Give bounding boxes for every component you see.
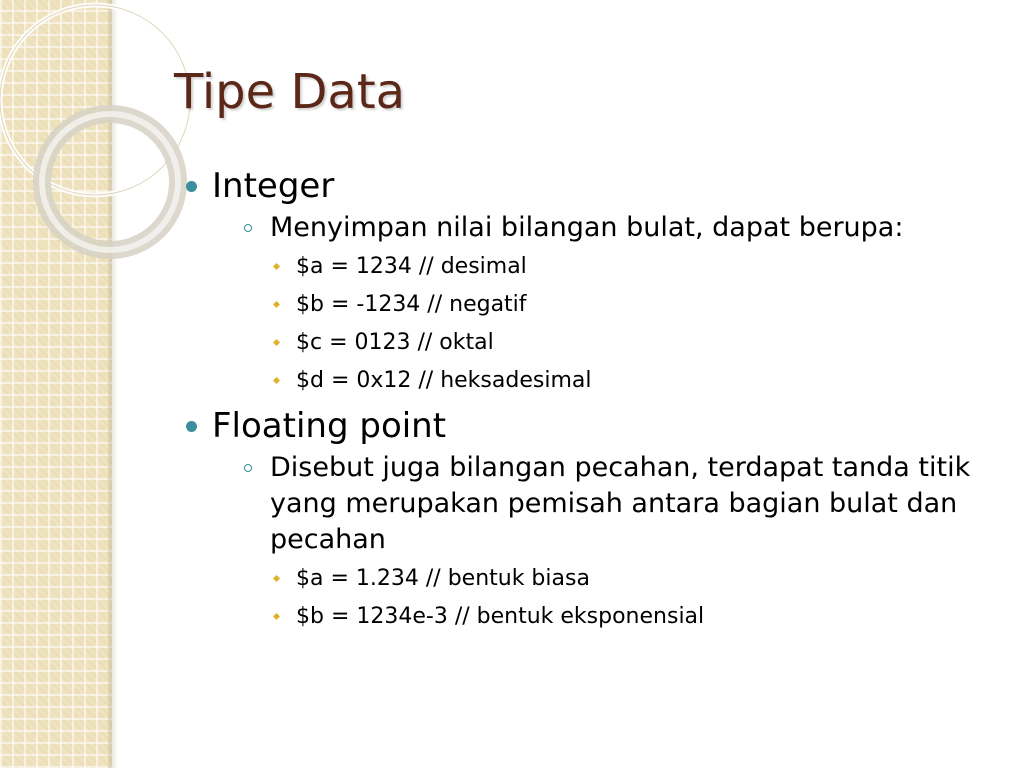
diamond-bullet-icon	[273, 263, 280, 270]
code-example-item	[270, 324, 1004, 362]
diamond-bullet-icon	[273, 339, 280, 346]
code-example-text: $b = 1234e-3 // bentuk eksponensial	[296, 604, 705, 629]
code-example-text: $b = -1234 // negatif	[296, 292, 527, 317]
slide-title: Tipe Data	[174, 64, 406, 120]
sub-list-item	[242, 450, 1004, 636]
code-example-item	[270, 362, 1004, 400]
code-example-item	[270, 560, 1004, 598]
diamond-bullet-icon	[273, 301, 280, 308]
sub-list-item-label: Menyimpan nilai bilangan bulat, dapat berupa:	[270, 212, 904, 243]
code-example-text: $a = 1.234 // bentuk biasa	[296, 566, 590, 591]
sub-list-item	[242, 210, 1004, 400]
code-example-item	[270, 598, 1004, 636]
code-example-item	[270, 248, 1004, 286]
slide-content	[184, 164, 1004, 636]
decorative-rings	[0, 0, 200, 300]
decorative-ring-large	[0, 5, 190, 195]
bullet-icon	[186, 421, 197, 432]
hollow-bullet-icon	[244, 224, 252, 232]
list-item-floating-point	[184, 404, 1004, 636]
diamond-bullet-icon	[273, 613, 280, 620]
code-example-text: $c = 0123 // oktal	[296, 330, 494, 355]
code-example-text: $d = 0x12 // heksadesimal	[296, 368, 592, 393]
code-example-text: $a = 1234 // desimal	[296, 254, 527, 279]
sub-list-item-label: Disebut juga bilangan pecahan, terdapat tanda titik yang merupakan pemisah antara bagian bulat dan pecahan	[270, 452, 971, 555]
diamond-bullet-icon	[273, 575, 280, 582]
code-example-item	[270, 286, 1004, 324]
list-item-label: Integer	[212, 166, 335, 206]
decorative-ring-small-highlight	[42, 114, 178, 250]
hollow-bullet-icon	[244, 464, 252, 472]
list-item-label: Floating point	[212, 406, 447, 446]
diamond-bullet-icon	[273, 377, 280, 384]
list-item-integer	[184, 164, 1004, 400]
bullet-icon	[186, 181, 197, 192]
